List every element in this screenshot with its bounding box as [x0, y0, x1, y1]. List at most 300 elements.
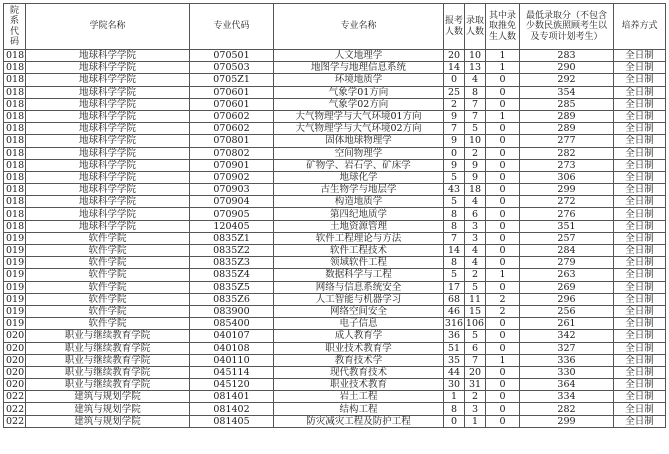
cell-study-mode: 全日制 [614, 391, 666, 403]
cell-major-code: 040110 [190, 354, 274, 366]
table-row [4, 86, 666, 98]
cell-school-name: 地球科学学院 [26, 159, 190, 171]
cell-admitted: 4 [465, 196, 486, 208]
cell-min-score: 263 [520, 269, 614, 281]
cell-major-code: 045120 [190, 379, 274, 391]
cell-applicants: 1 [444, 391, 465, 403]
cell-school-name: 职业与继续教育学院 [26, 330, 190, 342]
table-row [4, 159, 666, 171]
cell-major-code: 040107 [190, 330, 274, 342]
cell-major-code: 081405 [190, 415, 274, 427]
cell-major-name: 成人教育学 [274, 330, 444, 342]
cell-school-name: 软件学院 [26, 293, 190, 305]
cell-dept-code: 018 [4, 147, 26, 159]
table-row [4, 196, 666, 208]
cell-exempt: 0 [486, 98, 520, 110]
cell-min-score: 351 [520, 220, 614, 232]
cell-min-score: 257 [520, 232, 614, 244]
table-row [4, 415, 666, 427]
table-row [4, 305, 666, 317]
cell-study-mode: 全日制 [614, 415, 666, 427]
cell-min-score: 330 [520, 366, 614, 378]
header-major-name: 专业名称 [274, 4, 444, 50]
cell-school-name: 建筑与规划学院 [26, 415, 190, 427]
cell-applicants: 51 [444, 342, 465, 354]
table-row [4, 220, 666, 232]
cell-min-score: 272 [520, 196, 614, 208]
cell-exempt: 1 [486, 110, 520, 122]
cell-dept-code: 018 [4, 98, 26, 110]
cell-applicants: 25 [444, 86, 465, 98]
cell-major-name: 地图学与地理信息系统 [274, 62, 444, 74]
cell-school-name: 地球科学学院 [26, 184, 190, 196]
cell-dept-code: 019 [4, 245, 26, 257]
table-row [4, 98, 666, 110]
cell-admitted: 10 [465, 50, 486, 62]
cell-dept-code: 018 [4, 135, 26, 147]
cell-admitted: 5 [465, 281, 486, 293]
table-row [4, 50, 666, 62]
cell-study-mode: 全日制 [614, 232, 666, 244]
cell-major-code: 083900 [190, 305, 274, 317]
cell-applicants: 0 [444, 74, 465, 86]
table-row [4, 245, 666, 257]
cell-study-mode: 全日制 [614, 50, 666, 62]
cell-admitted: 9 [465, 171, 486, 183]
cell-major-code: 070601 [190, 86, 274, 98]
cell-study-mode: 全日制 [614, 98, 666, 110]
cell-dept-code: 018 [4, 159, 26, 171]
cell-major-name: 现代教育技术 [274, 366, 444, 378]
cell-major-name: 土地资源管理 [274, 220, 444, 232]
cell-applicants: 43 [444, 184, 465, 196]
cell-exempt: 0 [486, 171, 520, 183]
cell-study-mode: 全日制 [614, 123, 666, 135]
cell-applicants: 5 [444, 269, 465, 281]
cell-min-score: 296 [520, 293, 614, 305]
cell-school-name: 地球科学学院 [26, 171, 190, 183]
cell-major-code: 0835Z6 [190, 293, 274, 305]
cell-exempt: 0 [486, 379, 520, 391]
cell-major-name: 地球化学 [274, 171, 444, 183]
cell-study-mode: 全日制 [614, 379, 666, 391]
table-row [4, 123, 666, 135]
cell-major-code: 070902 [190, 171, 274, 183]
cell-study-mode: 全日制 [614, 159, 666, 171]
table-row [4, 257, 666, 269]
table-row [4, 62, 666, 74]
cell-major-name: 职业技术教育学 [274, 342, 444, 354]
cell-study-mode: 全日制 [614, 62, 666, 74]
cell-exempt: 0 [486, 245, 520, 257]
cell-dept-code: 019 [4, 293, 26, 305]
table-row [4, 366, 666, 378]
cell-school-name: 地球科学学院 [26, 123, 190, 135]
table-row [4, 379, 666, 391]
cell-admitted: 5 [465, 123, 486, 135]
cell-dept-code: 019 [4, 281, 26, 293]
cell-admitted: 8 [465, 86, 486, 98]
cell-major-name: 数据科学与工程 [274, 269, 444, 281]
cell-dept-code: 018 [4, 74, 26, 86]
cell-study-mode: 全日制 [614, 305, 666, 317]
cell-major-code: 070602 [190, 123, 274, 135]
cell-exempt: 0 [486, 342, 520, 354]
cell-major-code: 081401 [190, 391, 274, 403]
cell-study-mode: 全日制 [614, 342, 666, 354]
cell-min-score: 342 [520, 330, 614, 342]
cell-admitted: 3 [465, 220, 486, 232]
cell-exempt: 1 [486, 62, 520, 74]
cell-min-score: 336 [520, 354, 614, 366]
cell-admitted: 106 [465, 318, 485, 330]
cell-school-name: 建筑与规划学院 [26, 391, 190, 403]
cell-exempt: 0 [486, 391, 520, 403]
admission-score-table [3, 3, 666, 428]
cell-admitted: 11 [465, 293, 486, 305]
cell-admitted: 15 [465, 305, 486, 317]
cell-school-name: 软件学院 [26, 232, 190, 244]
cell-dept-code: 022 [4, 391, 26, 403]
cell-study-mode: 全日制 [614, 257, 666, 269]
cell-school-name: 地球科学学院 [26, 86, 190, 98]
table-row [4, 110, 666, 122]
cell-study-mode: 全日制 [614, 208, 666, 220]
cell-major-name: 防灾减灾工程及防护工程 [274, 415, 444, 427]
cell-exempt: 1 [486, 50, 520, 62]
header-dept-code: 院系代码 [4, 4, 26, 50]
cell-major-name: 人工智能与机器学习 [274, 293, 444, 305]
cell-dept-code: 020 [4, 366, 26, 378]
cell-major-code: 070905 [190, 208, 274, 220]
cell-dept-code: 019 [4, 318, 26, 330]
cell-study-mode: 全日制 [614, 330, 666, 342]
header-major-code: 专业代码 [190, 4, 274, 50]
cell-dept-code: 022 [4, 403, 26, 415]
header-exempt: 其中录取推免生人数 [486, 4, 520, 50]
cell-admitted: 7 [465, 98, 486, 110]
cell-exempt: 2 [486, 293, 520, 305]
cell-min-score: 261 [520, 318, 614, 330]
cell-min-score: 285 [520, 98, 614, 110]
cell-applicants: 14 [444, 62, 465, 74]
cell-dept-code: 019 [4, 257, 26, 269]
cell-school-name: 软件学院 [26, 305, 190, 317]
table-row [4, 184, 666, 196]
table-row [4, 208, 666, 220]
cell-school-name: 地球科学学院 [26, 74, 190, 86]
cell-admitted: 1 [465, 415, 486, 427]
cell-study-mode: 全日制 [614, 220, 666, 232]
cell-major-code: 070602 [190, 110, 274, 122]
table-row [4, 342, 666, 354]
cell-study-mode: 全日制 [614, 196, 666, 208]
table-row [4, 354, 666, 366]
cell-min-score: 284 [520, 245, 614, 257]
cell-applicants: 44 [444, 366, 465, 378]
cell-dept-code: 018 [4, 220, 26, 232]
cell-major-code: 120405 [190, 220, 274, 232]
cell-school-name: 职业与继续教育学院 [26, 354, 190, 366]
cell-min-score: 273 [520, 159, 614, 171]
cell-min-score: 276 [520, 208, 614, 220]
cell-exempt: 2 [486, 305, 520, 317]
cell-exempt: 0 [486, 330, 520, 342]
cell-major-name: 电子信息 [274, 318, 444, 330]
cell-min-score: 334 [520, 391, 614, 403]
cell-admitted: 2 [465, 147, 486, 159]
cell-dept-code: 020 [4, 354, 26, 366]
cell-study-mode: 全日制 [614, 318, 666, 330]
cell-school-name: 软件学院 [26, 281, 190, 293]
cell-dept-code: 020 [4, 330, 26, 342]
cell-major-name: 气象学02方向 [274, 98, 444, 110]
cell-applicants: 35 [444, 354, 465, 366]
header-row [4, 4, 666, 50]
cell-school-name: 职业与继续教育学院 [26, 366, 190, 378]
header-applicants: 报考人数 [444, 4, 465, 50]
cell-school-name: 地球科学学院 [26, 135, 190, 147]
cell-major-name: 网络与信息系统安全 [274, 281, 444, 293]
cell-min-score: 292 [520, 74, 614, 86]
cell-exempt: 0 [486, 147, 520, 159]
cell-major-code: 070901 [190, 159, 274, 171]
cell-school-name: 软件学院 [26, 318, 190, 330]
table-row [4, 293, 666, 305]
cell-school-name: 地球科学学院 [26, 98, 190, 110]
cell-exempt: 0 [486, 74, 520, 86]
cell-exempt: 0 [486, 208, 520, 220]
cell-study-mode: 全日制 [614, 110, 666, 122]
cell-school-name: 职业与继续教育学院 [26, 342, 190, 354]
cell-min-score: 306 [520, 171, 614, 183]
cell-exempt: 0 [486, 159, 520, 171]
cell-major-name: 人文地理学 [274, 50, 444, 62]
header-school-name: 学院名称 [26, 4, 190, 50]
cell-major-name: 环境地质学 [274, 74, 444, 86]
cell-dept-code: 019 [4, 305, 26, 317]
cell-school-name: 软件学院 [26, 257, 190, 269]
cell-exempt: 0 [486, 415, 520, 427]
cell-admitted: 7 [465, 110, 486, 122]
cell-exempt: 0 [486, 403, 520, 415]
cell-admitted: 5 [465, 330, 486, 342]
table-row [4, 74, 666, 86]
table-row [4, 391, 666, 403]
cell-applicants: 7 [444, 232, 465, 244]
cell-school-name: 地球科学学院 [26, 62, 190, 74]
cell-admitted: 4 [465, 74, 486, 86]
cell-applicants: 5 [444, 196, 465, 208]
cell-major-code: 0835Z2 [190, 245, 274, 257]
cell-exempt: 0 [486, 135, 520, 147]
cell-dept-code: 018 [4, 123, 26, 135]
cell-min-score: 277 [520, 135, 614, 147]
table-row [4, 403, 666, 415]
cell-min-score: 299 [520, 184, 614, 196]
cell-major-code: 081402 [190, 403, 274, 415]
cell-major-code: 070802 [190, 147, 274, 159]
cell-study-mode: 全日制 [614, 245, 666, 257]
cell-exempt: 0 [486, 281, 520, 293]
cell-min-score: 299 [520, 415, 614, 427]
cell-major-code: 0835Z5 [190, 281, 274, 293]
cell-study-mode: 全日制 [614, 184, 666, 196]
cell-applicants: 9 [444, 159, 465, 171]
cell-major-code: 070503 [190, 62, 274, 74]
cell-school-name: 地球科学学院 [26, 110, 190, 122]
cell-exempt: 0 [486, 220, 520, 232]
cell-applicants: 8 [444, 257, 465, 269]
cell-major-name: 空间物理学 [274, 147, 444, 159]
cell-dept-code: 019 [4, 232, 26, 244]
cell-applicants: 46 [444, 305, 465, 317]
cell-major-name: 软件工程技术 [274, 245, 444, 257]
cell-major-name: 领域软件工程 [274, 257, 444, 269]
table-row [4, 281, 666, 293]
cell-dept-code: 020 [4, 342, 26, 354]
cell-admitted: 4 [465, 245, 486, 257]
cell-exempt: 1 [486, 354, 520, 366]
cell-applicants: 14 [444, 245, 465, 257]
cell-major-code: 070501 [190, 50, 274, 62]
cell-major-name: 大气物理学与大气环境01方向 [274, 110, 444, 122]
cell-dept-code: 018 [4, 196, 26, 208]
cell-dept-code: 018 [4, 62, 26, 74]
cell-major-code: 045114 [190, 366, 274, 378]
cell-applicants: 20 [444, 50, 465, 62]
table-row [4, 147, 666, 159]
header-study-mode: 培养方式 [614, 4, 666, 50]
cell-admitted: 2 [465, 269, 486, 281]
cell-major-name: 网络空间安全 [274, 305, 444, 317]
cell-major-name: 结构工程 [274, 403, 444, 415]
cell-applicants: 68 [444, 293, 465, 305]
cell-min-score: 269 [520, 281, 614, 293]
cell-dept-code: 018 [4, 171, 26, 183]
cell-min-score: 354 [520, 86, 614, 98]
cell-school-name: 地球科学学院 [26, 50, 190, 62]
cell-admitted: 4 [465, 257, 486, 269]
cell-major-code: 0835Z4 [190, 269, 274, 281]
cell-major-code: 070601 [190, 98, 274, 110]
cell-exempt: 0 [486, 318, 520, 330]
cell-dept-code: 022 [4, 415, 26, 427]
cell-exempt: 1 [486, 269, 520, 281]
cell-major-code: 085400 [190, 318, 274, 330]
cell-major-code: 0835Z1 [190, 232, 274, 244]
cell-study-mode: 全日制 [614, 269, 666, 281]
cell-min-score: 289 [520, 110, 614, 122]
cell-study-mode: 全日制 [614, 171, 666, 183]
cell-applicants: 8 [444, 403, 465, 415]
cell-dept-code: 020 [4, 379, 26, 391]
cell-major-code: 0835Z3 [190, 257, 274, 269]
cell-exempt: 0 [486, 232, 520, 244]
cell-applicants: 9 [444, 110, 465, 122]
cell-major-name: 构造地质学 [274, 196, 444, 208]
cell-study-mode: 全日制 [614, 147, 666, 159]
cell-dept-code: 018 [4, 184, 26, 196]
header-min-score: 最低录取分（不包含少数民族照顾考生以及专项计划考生） [520, 4, 614, 50]
cell-major-name: 古生物学与地层学 [274, 184, 444, 196]
table-row [4, 330, 666, 342]
cell-dept-code: 019 [4, 269, 26, 281]
cell-min-score: 279 [520, 257, 614, 269]
cell-min-score: 256 [520, 305, 614, 317]
cell-exempt: 0 [486, 86, 520, 98]
cell-major-name: 软件工程理论与方法 [274, 232, 444, 244]
cell-study-mode: 全日制 [614, 135, 666, 147]
cell-dept-code: 018 [4, 86, 26, 98]
cell-major-name: 第四纪地质学 [274, 208, 444, 220]
cell-admitted: 13 [465, 62, 486, 74]
cell-applicants: 316 [444, 318, 464, 330]
cell-study-mode: 全日制 [614, 354, 666, 366]
cell-min-score: 282 [520, 403, 614, 415]
cell-school-name: 地球科学学院 [26, 196, 190, 208]
cell-admitted: 6 [465, 342, 486, 354]
cell-admitted: 3 [465, 403, 486, 415]
cell-major-name: 岩土工程 [274, 391, 444, 403]
cell-study-mode: 全日制 [614, 293, 666, 305]
cell-major-code: 070904 [190, 196, 274, 208]
cell-major-code: 040108 [190, 342, 274, 354]
table-row [4, 171, 666, 183]
cell-major-name: 气象学01方向 [274, 86, 444, 98]
cell-admitted: 20 [465, 366, 486, 378]
cell-min-score: 290 [520, 62, 614, 74]
cell-study-mode: 全日制 [614, 74, 666, 86]
cell-dept-code: 018 [4, 50, 26, 62]
cell-applicants: 17 [444, 281, 465, 293]
cell-admitted: 18 [465, 184, 486, 196]
cell-admitted: 9 [465, 159, 486, 171]
cell-applicants: 0 [444, 147, 465, 159]
cell-school-name: 地球科学学院 [26, 220, 190, 232]
cell-min-score: 283 [520, 50, 614, 62]
cell-study-mode: 全日制 [614, 86, 666, 98]
cell-study-mode: 全日制 [614, 281, 666, 293]
cell-major-name: 职业技术教育 [274, 379, 444, 391]
cell-applicants: 8 [444, 220, 465, 232]
cell-applicants: 2 [444, 98, 465, 110]
cell-min-score: 327 [520, 342, 614, 354]
cell-major-code: 0705Z1 [190, 74, 274, 86]
cell-min-score: 289 [520, 123, 614, 135]
cell-school-name: 建筑与规划学院 [26, 403, 190, 415]
cell-admitted: 31 [465, 379, 486, 391]
table-row [4, 318, 666, 330]
table-body [4, 50, 666, 428]
cell-major-name: 教育技术学 [274, 354, 444, 366]
cell-dept-code: 018 [4, 208, 26, 220]
cell-admitted: 2 [465, 391, 486, 403]
cell-school-name: 地球科学学院 [26, 208, 190, 220]
cell-school-name: 地球科学学院 [26, 147, 190, 159]
cell-admitted: 7 [465, 354, 486, 366]
cell-major-code: 070903 [190, 184, 274, 196]
cell-school-name: 软件学院 [26, 269, 190, 281]
cell-applicants: 9 [444, 135, 465, 147]
cell-major-name: 固体地球物理学 [274, 135, 444, 147]
cell-admitted: 3 [465, 232, 486, 244]
cell-min-score: 282 [520, 147, 614, 159]
cell-applicants: 30 [444, 379, 465, 391]
cell-min-score: 364 [520, 379, 614, 391]
cell-exempt: 0 [486, 366, 520, 378]
header-admitted: 录取人数 [465, 4, 486, 50]
